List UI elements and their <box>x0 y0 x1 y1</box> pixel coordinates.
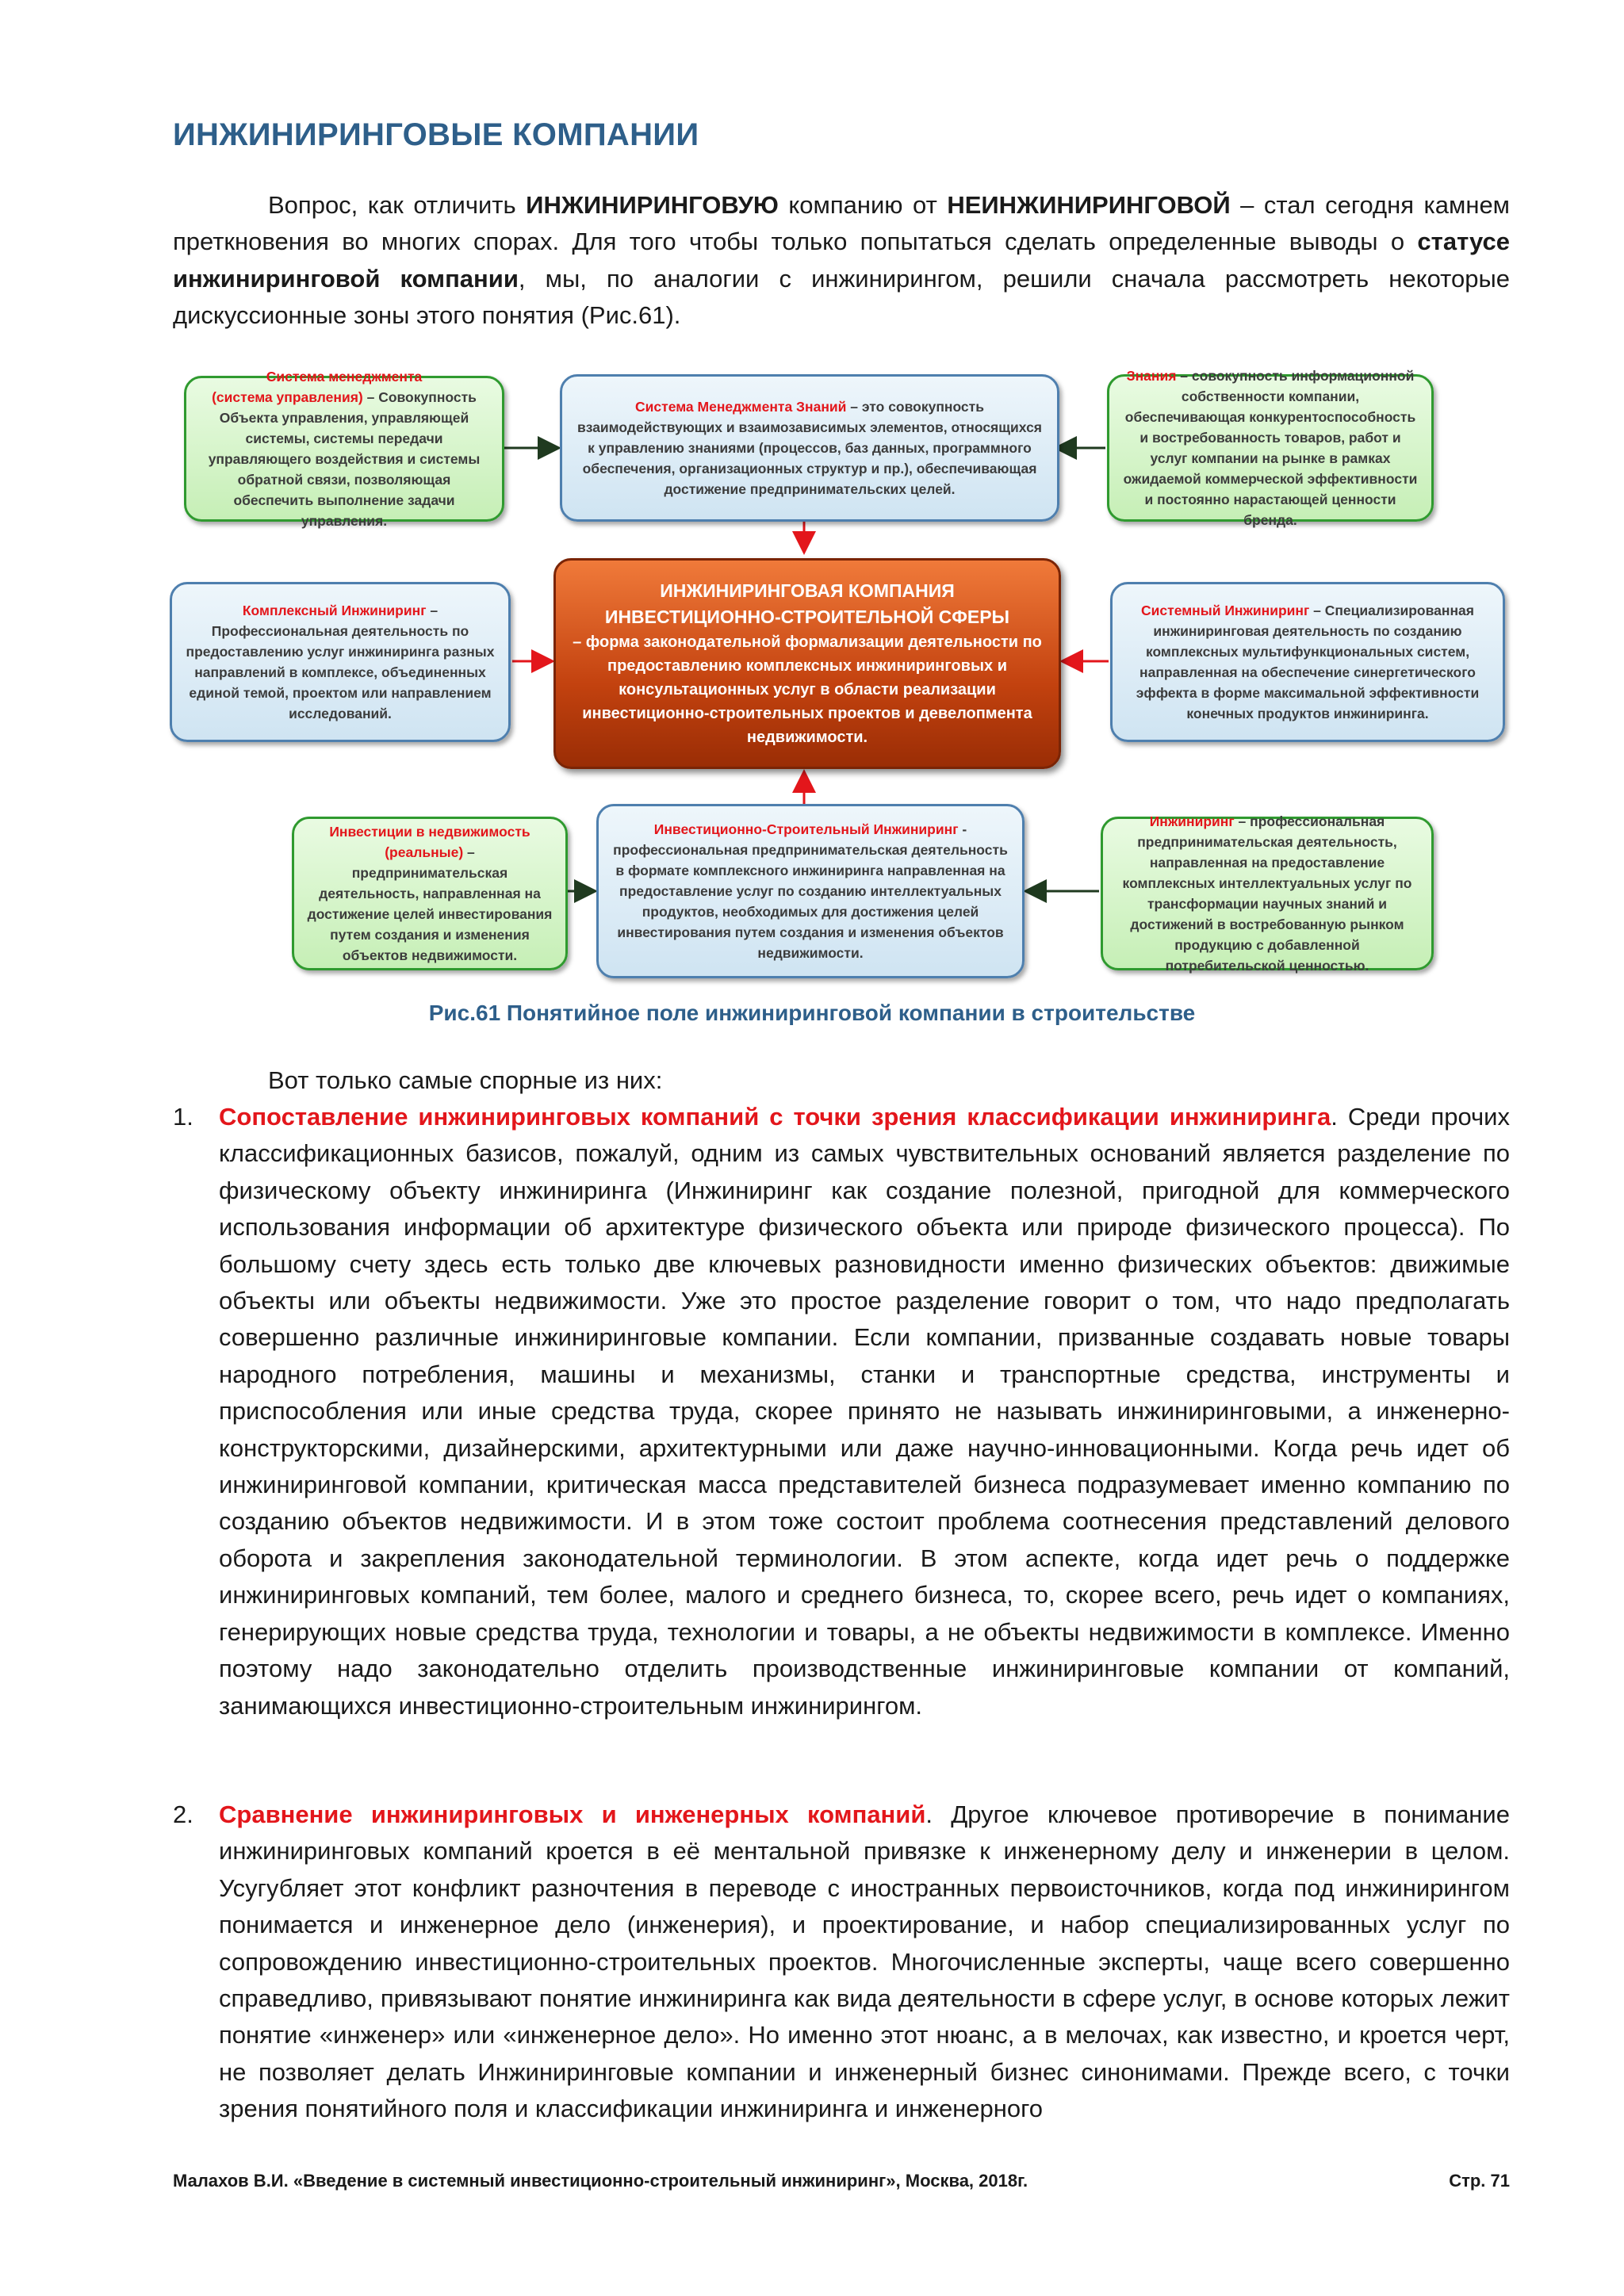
box-term: Инжиниринг <box>1149 813 1235 829</box>
box-text: – совокупность информационной собственности компании, обеспечивающая конкурентоспособность и востребованность товаров, работ и услуг компании на рынке в рамках ожидаемой коммерческой эффективности и постоянно нарастающей ценности бренда. <box>1123 368 1418 528</box>
box-engineering <box>1101 813 1434 974</box>
intro-text: компанию от <box>778 191 948 219</box>
intro-bold-3: статусе инжиниринговой компании <box>173 228 1510 293</box>
lead-paragraph: Вот только самые спорные из них: <box>268 1066 663 1094</box>
box-text: – Совокупность Объекта управления, управляющей системы, системы передачи управляющего воздействия и системы обратной связи, позволяющая обеспечить выполнение задачи управления. <box>208 389 481 529</box>
list-number: 1. <box>173 1103 193 1131</box>
box-term: Система Менеджмента Знаний <box>635 399 847 415</box>
box-text: – предпринимательская деятельность, направленная на достижение целей инвестирования путем создания и изменения объектов недвижимости. <box>307 844 553 963</box>
list-highlight: Сопоставление инжиниринговых компаний с точки зрения классификации инжиниринга <box>219 1103 1331 1131</box>
page-number: Стр. 71 <box>1449 2171 1510 2191</box>
box-real-estate-investment <box>292 817 568 970</box>
box-term: Система менеджмента <box>266 369 423 385</box>
box-knowledge <box>1107 368 1434 528</box>
box-term: (система управления) <box>212 389 363 405</box>
box-term: Комплексный Инжиниринг <box>242 603 427 618</box>
page-footer <box>173 2171 1510 2191</box>
center-title: ИНВЕСТИЦИОННО-СТРОИТЕЛЬНОЙ СФЕРЫ <box>604 607 1010 627</box>
list-number: 2. <box>173 1800 193 1828</box>
list-text: . Другое ключевое противоречие в понимание инжиниринговых компаний кроется в её ментальной привязке к инженерному делу и инженерии в целом. Усугубляет этот конфликт разночтения в переводе с иностранных первоисточников, когда под инжинирингом понимается и инженерное дело (инженерия), и проектирование, и набор специализированных услуг по сопровождению инвестиционно-строительных проектов. Многочисленные эксперты, чаще всего совершенно справедливо, привязывают понятие инжиниринга как вида деятельности в сфере услуг, в основе которых лежит понятие «инженер» или «инженерное дело». Но именно этот нюанс, а в мелочах, как известно, и кроется черт, не позволяет делать Инжиниринговые компании и инженерный бизнес синонимами. Прежде всего, с точки зрения понятийного поля и классификации инжиниринга и инженерного <box>219 1800 1510 2123</box>
box-term: Инвестиции в недвижимость <box>329 824 530 840</box>
box-text: – форма законодательной формализации деятельности по предоставлению комплексных инжиниринговых и консультационных услуг в области реализации инвестиционно-строительных проектов и девелопмента недвижимости. <box>573 633 1042 746</box>
box-term: Знания <box>1126 368 1177 384</box>
list-highlight: Сравнение инжиниринговых и инженерных компаний <box>219 1800 926 1828</box>
intro-paragraph <box>173 187 1510 335</box>
intro-text: Вопрос, как отличить <box>268 191 527 219</box>
box-text: – Профессиональная деятельность по предоставлению услуг инжиниринга разных направлений в комплексе, объединенных единой темой, проектом или направлением исследований. <box>186 603 495 721</box>
box-investment-construction-engineering <box>596 804 1025 978</box>
footer-citation: Малахов В.И. «Введение в системный инвестиционно-строительный инжиниринг», Москва, 2018г. <box>173 2171 1028 2191</box>
list-text: . Среди прочих классификационных базисов, пожалуй, одним из самых чувствительных оснований является разделение по физическому объекту инжиниринга (Инжиниринг как создание полезной, пригодной для коммерческого использования информации об архитектуре физического объекта или природе физического процесса). По большому счету здесь есть только две ключевых разновидности именно физических объектов: движимые объекты или объекты недвижимости. Уже это простое разделение говорит о том, что надо предполагать совершенно различные инжиниринговые компании. Если компании, призванные создавать новые товары народного потребления, машины и механизмы, станки и транспортные средства, инструменты и приспособления или иные средства труда, скорее принято не называть инжиниринговыми, а инженерно-конструкторскими, дизайнерскими, архитектурными или даже научно-инновационными. Когда речь идет об инжиниринговой компании, критическая масса представителей бизнеса подразумевает именно компанию по созданию объектов недвижимости. И в этом тоже состоит проблема соотнесения представлений делового оборота и закрепления законодательной терминологии. В этом аспекте, когда идет речь о поддержке инжиниринговых компаний, тем более, малого и среднего бизнеса, то, скорее всего, речь идет о компаниях, генерирующих новые средства труда, технологии и товары, а не объекты недвижимости в комплексе. Именно поэтому надо законодательно отделить производственные инжиниринговые компании от компаний, занимающихся инвестиционно-строительным инжинирингом. <box>219 1103 1510 1720</box>
box-text: – это совокупность взаимодействующих и взаимозависимых элементов, относящихся к управлению знаниями (процессов, баз данных, программного обеспечения, организационных структур и пр.), обеспечивающая достижение предпринимательских целей. <box>576 399 1043 497</box>
intro-text: – стал сегодня камнем преткновения во многих спорах. Для того чтобы только попытаться сделать определенные выводы о <box>173 191 1510 256</box>
intro-bold-1: ИНЖИНИРИНГОВУЮ <box>526 191 779 219</box>
page-heading: ИНЖИНИРИНГОВЫЕ КОМПАНИИ <box>173 117 699 152</box>
box-text: – Специализированная инжиниринговая деятельность по созданию комплексных мультифункциональных систем, направленная на обеспечение синергетического эффекта в форме максимальной эффективности конечных продуктов инжиниринга. <box>1136 603 1480 721</box>
list-item-1 <box>173 1099 1510 1724</box>
box-term: Системный Инжиниринг <box>1141 603 1310 618</box>
concept-diagram <box>165 363 1519 989</box>
box-text: – профессиональная предпринимательская деятельность, направленная на предоставление комплексных интеллектуальных услуг по трансформации научных знаний и достижений в востребованную рынком продукцию с добавленной потребительской ценностью. <box>1122 813 1412 974</box>
intro-text: , мы, по аналогии с инжинирингом, решили сначала рассмотреть некоторые дискуссионные зоны этого понятия (Рис.61). <box>173 264 1510 330</box>
center-title: ИНЖИНИРИНГОВАЯ КОМПАНИЯ <box>660 580 955 601</box>
box-text: - профессиональная предпринимательская деятельность в формате комплексного инжиниринга направленная на предоставление услуг по созданию интеллектуальных продуктов, необходимых для достижения целей инвестирования путем создания и изменения объектов недвижимости. <box>613 821 1008 961</box>
box-engineering-company <box>553 558 1061 769</box>
intro-bold-2: НЕИНЖИНИРИНГОВОЙ <box>947 191 1231 219</box>
figure-caption: Рис.61 Понятийное поле инжиниринговой компании в строительстве <box>428 1001 1196 1025</box>
box-term: Инвестиционно-Строительный Инжиниринг <box>653 821 959 837</box>
list-item-2 <box>173 1797 1510 2128</box>
box-system-engineering <box>1110 582 1505 742</box>
box-knowledge-management-system <box>560 374 1059 522</box>
box-management-system <box>184 369 504 529</box>
box-complex-engineering <box>170 582 511 742</box>
box-term: (реальные) <box>385 844 464 860</box>
